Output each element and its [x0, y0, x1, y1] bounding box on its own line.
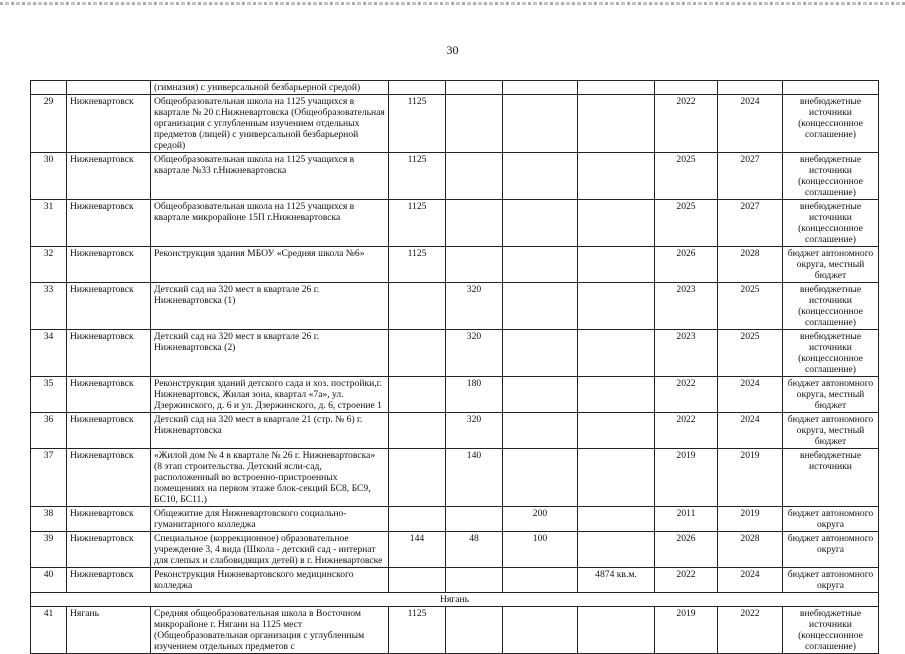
funding-source-cell: бюджет автономного округа, местный бюджет	[783, 413, 879, 449]
capacity-school-cell: 1125	[389, 607, 446, 654]
table-row	[31, 200, 879, 247]
table-row	[31, 153, 879, 200]
end-year-cell	[718, 81, 783, 95]
funding-source-cell: бюджет автономного округа, местный бюджет	[783, 247, 879, 283]
capacity-school-cell: 144	[389, 532, 446, 568]
start-year-cell: 2022	[655, 568, 718, 593]
capacity-school-cell	[389, 449, 446, 507]
row-number: 30	[31, 153, 67, 200]
capacity-kindergarten-cell	[446, 247, 503, 283]
city-cell	[67, 81, 151, 95]
row-number: 38	[31, 507, 67, 532]
capacity-other-cell	[503, 607, 578, 654]
area-cell	[578, 607, 655, 654]
start-year-cell: 2023	[655, 330, 718, 377]
end-year-cell: 2028	[718, 532, 783, 568]
city-cell: Нижневартовск	[67, 377, 151, 413]
funding-source-cell: бюджет автономного округа, местный бюджет	[783, 377, 879, 413]
table-row	[31, 568, 879, 593]
section-label: Нягань	[31, 593, 879, 607]
capacity-school-cell: 1125	[389, 153, 446, 200]
end-year-cell: 2022	[718, 607, 783, 654]
row-number: 29	[31, 95, 67, 153]
table-row	[31, 247, 879, 283]
area-cell	[578, 283, 655, 330]
object-name-cell: Реконструкция зданий детского сада и хоз. постройки,г. Нижневартовск, Жилая зона, квартал «7а», ул. Дзержинского, д. 6 и ул. Дзержинского, д. 6, строение 1	[151, 377, 389, 413]
start-year-cell: 2022	[655, 413, 718, 449]
capacity-school-cell	[389, 377, 446, 413]
object-name-cell: Детский сад на 320 мест в квартале 21 (стр. № 6) г. Нижневартовска	[151, 413, 389, 449]
capacity-other-cell: 100	[503, 532, 578, 568]
start-year-cell: 2025	[655, 200, 718, 247]
capacity-kindergarten-cell: 320	[446, 413, 503, 449]
capacity-school-cell	[389, 568, 446, 593]
capacity-school-cell: 1125	[389, 200, 446, 247]
object-name-cell: (гимназия) с универсальной безбарьерной средой)	[151, 81, 389, 95]
funding-source-cell	[783, 81, 879, 95]
funding-source-cell: внебюджетные источники (концессионное соглашение)	[783, 153, 879, 200]
capacity-kindergarten-cell: 320	[446, 283, 503, 330]
capacity-other-cell	[503, 95, 578, 153]
area-cell	[578, 377, 655, 413]
table-row	[31, 330, 879, 377]
row-number: 37	[31, 449, 67, 507]
end-year-cell: 2024	[718, 413, 783, 449]
capacity-school-cell	[389, 81, 446, 95]
object-name-cell: Реконструкция Нижневартовского медицинского колледжа	[151, 568, 389, 593]
end-year-cell: 2028	[718, 247, 783, 283]
area-cell	[578, 247, 655, 283]
end-year-cell: 2027	[718, 200, 783, 247]
row-number: 40	[31, 568, 67, 593]
table-row	[31, 607, 879, 654]
area-cell: 4874 кв.м.	[578, 568, 655, 593]
end-year-cell: 2019	[718, 507, 783, 532]
city-cell: Нижневартовск	[67, 449, 151, 507]
city-cell: Нягань	[67, 607, 151, 654]
funding-source-cell: внебюджетные источники (концессионное соглашение)	[783, 95, 879, 153]
funding-source-cell: бюджет автономного округа	[783, 507, 879, 532]
area-cell	[578, 507, 655, 532]
city-cell: Нижневартовск	[67, 507, 151, 532]
capacity-kindergarten-cell	[446, 568, 503, 593]
funding-source-cell: бюджет автономного округа	[783, 532, 879, 568]
object-name-cell: Общеобразовательная школа на 1125 учащихся в квартале №33 г.Нижневартовска	[151, 153, 389, 200]
city-cell: Нижневартовск	[67, 247, 151, 283]
end-year-cell: 2024	[718, 568, 783, 593]
row-number	[31, 81, 67, 95]
table-row	[31, 81, 879, 95]
row-number: 36	[31, 413, 67, 449]
start-year-cell: 2022	[655, 95, 718, 153]
capacity-school-cell: 1125	[389, 95, 446, 153]
capacity-kindergarten-cell	[446, 95, 503, 153]
row-number: 39	[31, 532, 67, 568]
capacity-kindergarten-cell	[446, 200, 503, 247]
funding-source-cell: внебюджетные источники (концессионное соглашение)	[783, 283, 879, 330]
end-year-cell: 2027	[718, 153, 783, 200]
area-cell	[578, 95, 655, 153]
funding-source-cell: внебюджетные источники (концессионное соглашение)	[783, 330, 879, 377]
row-number: 32	[31, 247, 67, 283]
city-cell: Нижневартовск	[67, 568, 151, 593]
capacity-school-cell: 1125	[389, 247, 446, 283]
capacity-school-cell	[389, 330, 446, 377]
table-row	[31, 507, 879, 532]
end-year-cell: 2024	[718, 377, 783, 413]
city-cell: Нижневартовск	[67, 283, 151, 330]
capacity-kindergarten-cell: 140	[446, 449, 503, 507]
object-name-cell: «Жилой дом № 4 в квартале № 26 г. Нижневартовска» (8 этап строительства. Детский ясли-сад, расположенный во встроенно-пристроенных помещениях на первом этаже блок-секций БС8, БС9, БС10, БС11.)	[151, 449, 389, 507]
funding-source-cell: внебюджетные источники (концессионное соглашение)	[783, 607, 879, 654]
start-year-cell: 2026	[655, 532, 718, 568]
table-body	[31, 81, 879, 654]
object-name-cell: Общежитие для Нижневартовского социально-гуманитарного колледжа	[151, 507, 389, 532]
object-name-cell: Средняя общеобразовательная школа в Восточном микрорайоне г. Нягани на 1125 мест (Общеобразовательная организация с углубленным изучением отдельных предметов с	[151, 607, 389, 654]
area-cell	[578, 449, 655, 507]
capacity-other-cell	[503, 200, 578, 247]
capacity-kindergarten-cell	[446, 81, 503, 95]
table-row	[31, 449, 879, 507]
city-cell: Нижневартовск	[67, 532, 151, 568]
start-year-cell: 2019	[655, 449, 718, 507]
city-cell: Нижневартовск	[67, 153, 151, 200]
capacity-kindergarten-cell: 320	[446, 330, 503, 377]
capacity-other-cell	[503, 568, 578, 593]
area-cell	[578, 532, 655, 568]
capacity-other-cell	[503, 413, 578, 449]
page-number: 30	[446, 43, 459, 57]
end-year-cell: 2019	[718, 449, 783, 507]
table-row	[31, 377, 879, 413]
capacity-kindergarten-cell	[446, 507, 503, 532]
end-year-cell: 2025	[718, 330, 783, 377]
table-row	[31, 532, 879, 568]
city-cell: Нижневартовск	[67, 95, 151, 153]
capacity-kindergarten-cell: 180	[446, 377, 503, 413]
object-name-cell: Общеобразовательная школа на 1125 учащихся в квартале № 20 г.Нижневартовска (Общеобразовательная организация с углубленным изучением отдельных предметов (лицей) с универсальной безбарьерной средой)	[151, 95, 389, 153]
city-cell: Нижневартовск	[67, 200, 151, 247]
capacity-other-cell	[503, 449, 578, 507]
table-row	[31, 95, 879, 153]
table-row	[31, 283, 879, 330]
start-year-cell: 2025	[655, 153, 718, 200]
area-cell	[578, 81, 655, 95]
capacity-other-cell	[503, 283, 578, 330]
start-year-cell: 2026	[655, 247, 718, 283]
end-year-cell: 2024	[718, 95, 783, 153]
table-row	[31, 413, 879, 449]
object-name-cell: Специальное (коррекционное) образовательное учреждение 3, 4 вида (Школа - детский сад - интернат для слепых и слабовидящих детей) в г. Нижневартовске	[151, 532, 389, 568]
capacity-kindergarten-cell	[446, 153, 503, 200]
capacity-other-cell	[503, 81, 578, 95]
capacity-kindergarten-cell	[446, 607, 503, 654]
funding-source-cell: бюджет автономного округа	[783, 568, 879, 593]
start-year-cell: 2023	[655, 283, 718, 330]
capacity-other-cell: 200	[503, 507, 578, 532]
row-number: 34	[31, 330, 67, 377]
row-number: 31	[31, 200, 67, 247]
capacity-kindergarten-cell: 48	[446, 532, 503, 568]
object-name-cell: Детский сад на 320 мест в квартале 26 г. Нижневартовска (1)	[151, 283, 389, 330]
city-cell: Нижневартовск	[67, 330, 151, 377]
capacity-school-cell	[389, 413, 446, 449]
scan-edge-line	[0, 2, 905, 5]
capacity-other-cell	[503, 330, 578, 377]
capacity-school-cell	[389, 283, 446, 330]
row-number: 33	[31, 283, 67, 330]
area-cell	[578, 413, 655, 449]
object-name-cell: Детский сад на 320 мест в квартале 26 г. Нижневартовска (2)	[151, 330, 389, 377]
end-year-cell: 2025	[718, 283, 783, 330]
row-number: 41	[31, 607, 67, 654]
capacity-school-cell	[389, 507, 446, 532]
objects-table	[30, 80, 879, 654]
funding-source-cell: внебюджетные источники (концессионное соглашение)	[783, 200, 879, 247]
area-cell	[578, 330, 655, 377]
start-year-cell	[655, 81, 718, 95]
capacity-other-cell	[503, 153, 578, 200]
capacity-other-cell	[503, 377, 578, 413]
start-year-cell: 2019	[655, 607, 718, 654]
area-cell	[578, 153, 655, 200]
funding-source-cell: внебюджетные источники	[783, 449, 879, 507]
start-year-cell: 2011	[655, 507, 718, 532]
object-name-cell: Общеобразовательная школа на 1125 учащихся в квартале микрорайоне 15П г.Нижневартовска	[151, 200, 389, 247]
area-cell	[578, 200, 655, 247]
row-number: 35	[31, 377, 67, 413]
object-name-cell: Реконструкция здания МБОУ «Средняя школа №6»	[151, 247, 389, 283]
city-cell: Нижневартовск	[67, 413, 151, 449]
start-year-cell: 2022	[655, 377, 718, 413]
capacity-other-cell	[503, 247, 578, 283]
section-header-row	[31, 593, 879, 607]
